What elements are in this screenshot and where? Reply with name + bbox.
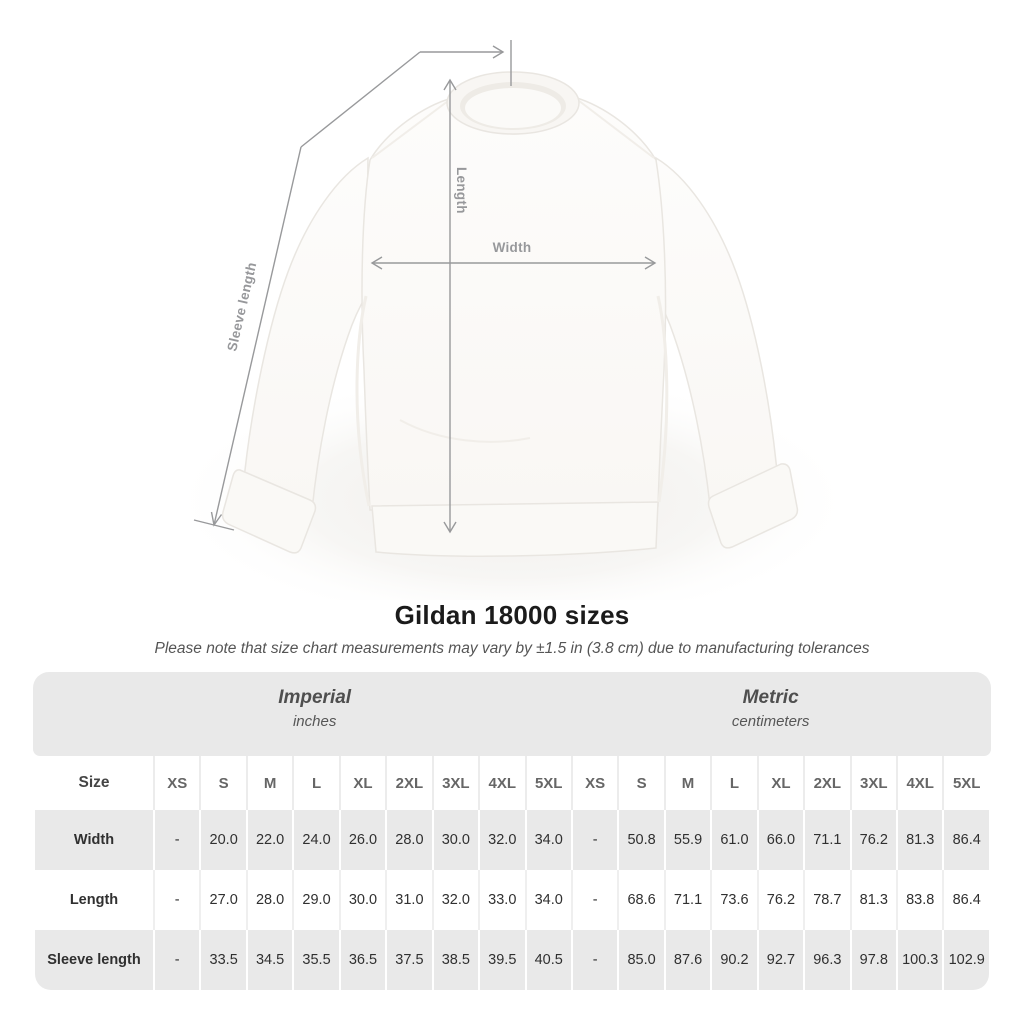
value-cell: 96.3 (805, 930, 849, 990)
size-corner-header: Size (35, 756, 153, 810)
row-label-cell: Sleeve length (35, 930, 153, 990)
value-cell: 92.7 (759, 930, 803, 990)
length-row (35, 870, 989, 930)
value-cell: 39.5 (480, 930, 524, 990)
value-cell: 32.0 (480, 810, 524, 870)
heading-block (0, 600, 1024, 658)
value-cell: 78.7 (805, 870, 849, 930)
sleeve-length-label: Sleeve length (224, 260, 260, 353)
size-header-cell: 5XL (944, 756, 989, 810)
page-title: Gildan 18000 sizes (394, 600, 630, 630)
value-cell: 33.0 (480, 870, 524, 930)
body (362, 97, 666, 510)
value-cell: 73.6 (712, 870, 756, 930)
size-header-cell: S (619, 756, 663, 810)
value-cell: 86.4 (944, 810, 989, 870)
value-cell: 37.5 (387, 930, 431, 990)
width-label: Width (492, 240, 532, 255)
value-cell: 86.4 (944, 870, 989, 930)
size-header-cell: 4XL (480, 756, 524, 810)
size-header-cell: 3XL (852, 756, 896, 810)
value-cell: 31.0 (387, 870, 431, 930)
value-cell: 36.5 (341, 930, 385, 990)
size-header-cell: 2XL (805, 756, 849, 810)
imperial-sublabel: inches (292, 713, 337, 730)
value-cell: 20.0 (201, 810, 245, 870)
value-cell: 28.0 (387, 810, 431, 870)
sleeve-length-row (35, 930, 989, 990)
size-header-cell: M (666, 756, 710, 810)
value-cell: - (155, 930, 199, 990)
metric-unit-header (732, 687, 810, 730)
size-header-cell: XL (341, 756, 385, 810)
size-header-cell: L (712, 756, 756, 810)
hem-band (372, 502, 658, 556)
value-cell: 76.2 (852, 810, 896, 870)
value-cell: 50.8 (619, 810, 663, 870)
metric-label: Metric (742, 687, 799, 708)
value-cell: 30.0 (341, 870, 385, 930)
value-cell: 76.2 (759, 870, 803, 930)
size-chart-card (33, 672, 991, 990)
value-cell: 34.0 (527, 870, 571, 930)
size-header-cell: XS (155, 756, 199, 810)
value-cell: 102.9 (944, 930, 989, 990)
value-cell: 83.8 (898, 870, 942, 930)
value-cell: - (573, 930, 617, 990)
sweatshirt (223, 97, 798, 556)
value-cell: - (573, 870, 617, 930)
value-cell: 81.3 (898, 810, 942, 870)
value-cell: 30.0 (434, 810, 478, 870)
size-header-row (35, 756, 989, 810)
unit-header-bar (33, 672, 991, 756)
value-cell: 32.0 (434, 870, 478, 930)
size-header-cell: XS (573, 756, 617, 810)
length-label: Length (454, 167, 469, 214)
value-cell: 28.0 (248, 870, 292, 930)
value-cell: 71.1 (666, 870, 710, 930)
value-cell: 22.0 (248, 810, 292, 870)
size-header-cell: M (248, 756, 292, 810)
size-table (33, 756, 991, 990)
value-cell: 24.0 (294, 810, 338, 870)
value-cell: - (155, 870, 199, 930)
width-row (35, 810, 989, 870)
imperial-label: Imperial (278, 687, 352, 708)
value-cell: 27.0 (201, 870, 245, 930)
value-cell: 100.3 (898, 930, 942, 990)
size-header-cell: 3XL (434, 756, 478, 810)
row-label-cell: Length (35, 870, 153, 930)
value-cell: 97.8 (852, 930, 896, 990)
row-label-cell: Width (35, 810, 153, 870)
size-header-cell: L (294, 756, 338, 810)
size-header-cell: 5XL (527, 756, 571, 810)
size-header-cell: 2XL (387, 756, 431, 810)
collar (447, 72, 579, 134)
value-cell: 38.5 (434, 930, 478, 990)
size-header-cell: 4XL (898, 756, 942, 810)
tolerance-note: Please note that size chart measurements may vary by ±1.5 in (3.8 cm) due to manufacturing tolerances (154, 640, 870, 657)
value-cell: 61.0 (712, 810, 756, 870)
value-cell: 66.0 (759, 810, 803, 870)
value-cell: 33.5 (201, 930, 245, 990)
value-cell: 34.5 (248, 930, 292, 990)
value-cell: 55.9 (666, 810, 710, 870)
value-cell: - (573, 810, 617, 870)
size-header-cell: XL (759, 756, 803, 810)
value-cell: - (155, 810, 199, 870)
value-cell: 85.0 (619, 930, 663, 990)
value-cell: 90.2 (712, 930, 756, 990)
value-cell: 29.0 (294, 870, 338, 930)
size-header-cell: S (201, 756, 245, 810)
value-cell: 71.1 (805, 810, 849, 870)
value-cell: 35.5 (294, 930, 338, 990)
value-cell: 40.5 (527, 930, 571, 990)
value-cell: 87.6 (666, 930, 710, 990)
metric-sublabel: centimeters (731, 713, 810, 730)
value-cell: 34.0 (527, 810, 571, 870)
value-cell: 26.0 (341, 810, 385, 870)
value-cell: 68.6 (619, 870, 663, 930)
value-cell: 81.3 (852, 870, 896, 930)
imperial-unit-header (278, 687, 351, 730)
